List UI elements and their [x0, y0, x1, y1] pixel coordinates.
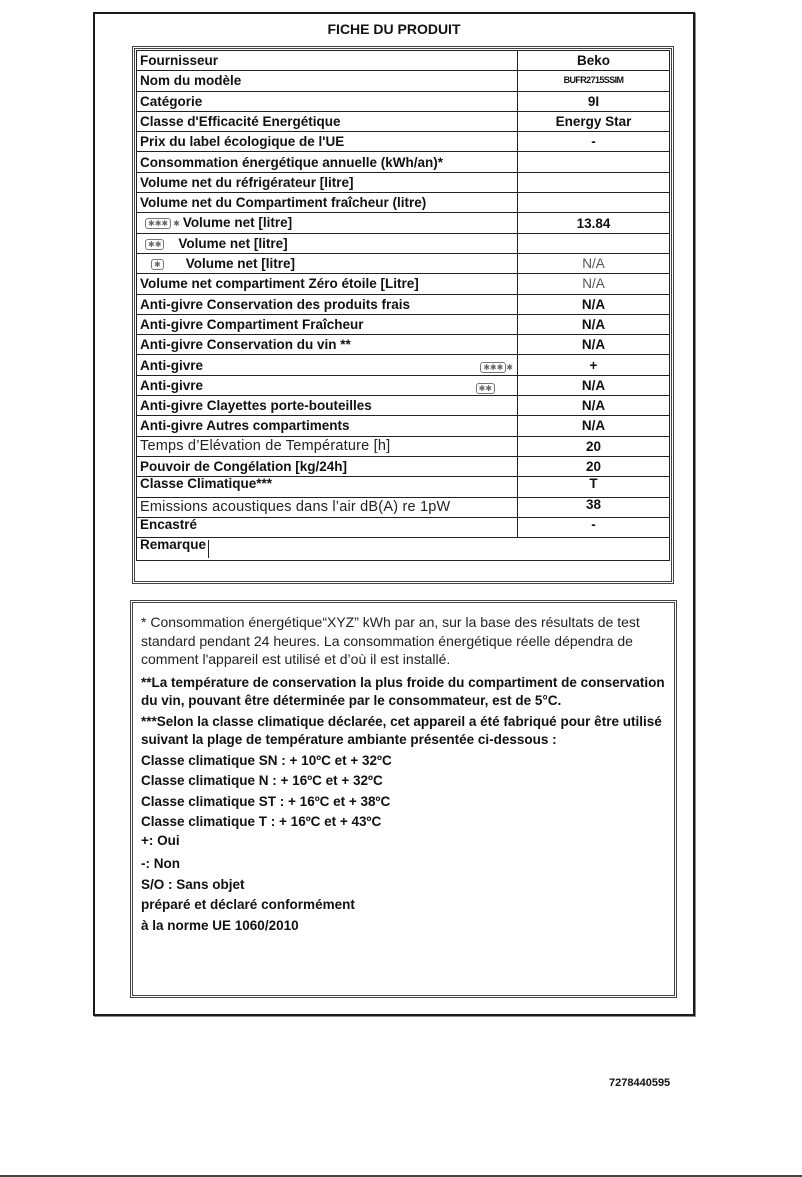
four-star-freezer-icon: ✱✱✱ [480, 362, 506, 373]
row-label-cell [137, 213, 518, 233]
two-star-freezer-icon: ✱✱ [145, 239, 164, 250]
table-row [137, 456, 670, 476]
row-value: 20 [518, 456, 670, 476]
note-line: S/O : Sans objet [141, 876, 245, 892]
spec-table [136, 50, 670, 561]
row-label: Classe Climatique*** [137, 477, 518, 497]
row-value: N/A [518, 274, 670, 294]
table-row [137, 396, 670, 416]
row-label-cell [137, 355, 518, 375]
row-label: Encastré [137, 517, 518, 537]
product-code: 7278440595 [609, 1077, 671, 1089]
product-sheet [93, 12, 695, 1016]
row-label: Volume net [litre] [182, 215, 293, 231]
table-row [137, 436, 670, 456]
note-line: Classe climatique N : + 16ºC et + 32ºC [141, 773, 383, 788]
note-line: Classe climatique T : + 16ºC et + 43ºC [141, 814, 382, 829]
row-label: Volume net du Compartiment fraîcheur (litre) [137, 193, 518, 213]
table-row [137, 111, 670, 131]
table-row [137, 132, 670, 152]
note-line: -: Non [141, 856, 180, 871]
table-row [137, 172, 670, 192]
note-line: à la norme UE 1060/2010 [141, 917, 299, 933]
table-row [137, 51, 670, 71]
divider [208, 540, 209, 558]
row-label: Catégorie [137, 91, 518, 111]
table-row [137, 416, 670, 436]
row-label: Consommation énergétique annuelle (kWh/an)* [137, 152, 518, 172]
row-value [518, 193, 670, 213]
four-star-freezer-icon: ✱✱✱ [145, 218, 171, 229]
table-row [137, 517, 670, 537]
note-line: Classe climatique SN : + 10ºC et + 32ºC [141, 752, 392, 768]
row-value: 13.84 [518, 213, 670, 233]
row-value: 20 [518, 436, 670, 456]
row-label: Volume net compartiment Zéro étoile [Litre] [137, 274, 518, 294]
table-row [137, 538, 670, 561]
row-label: Anti-givre Conservation du vin ** [137, 335, 518, 355]
row-value: N/A [518, 314, 670, 334]
row-value: N/A [518, 253, 670, 273]
row-label: Volume net [litre] [178, 235, 288, 251]
row-value: - [518, 517, 670, 537]
note-climate-intro: ***Selon la classe climatique déclarée, cet appareil a été fabriqué pour être utilisé suivant la plage de température ambiante présentée ci-dessous : [141, 713, 662, 747]
row-value [518, 233, 670, 253]
row-label: Remarque [140, 537, 207, 553]
row-label: Anti-givre Clayettes porte-bouteilles [137, 396, 518, 416]
row-value: Energy Star [518, 111, 670, 131]
row-value: - [518, 132, 670, 152]
row-label: Anti-givre [140, 357, 204, 373]
table-row [137, 213, 670, 233]
row-label: Temps d’Elévation de Température [h] [137, 436, 518, 456]
row-label-cell [137, 375, 518, 395]
notes-box [130, 600, 677, 998]
table-row [137, 71, 670, 91]
note-line: Classe climatique ST : + 16ºC et + 38ºC [141, 793, 391, 809]
table-row [137, 152, 670, 172]
remark-cell [137, 538, 670, 561]
note-energy: * Consommation énergétique“XYZ” kWh par an, sur la base des résultats de test standard pendant 24 heures. La consommation énergétique réelle dépendra de comment l'appareil est utilisé et d’où il est installé. [141, 614, 640, 667]
row-value: Beko [518, 51, 670, 71]
table-row [137, 335, 670, 355]
row-value: + [518, 355, 670, 375]
row-value: N/A [518, 294, 670, 314]
row-label: Anti-givre [140, 377, 204, 393]
row-value [518, 152, 670, 172]
row-label: Volume net [litre] [185, 256, 295, 272]
table-row [137, 233, 670, 253]
note-wine: **La température de conservation la plus froide du compartiment de conservation du vin, pouvant être déterminée par le consommateur, est de 5°C. [141, 674, 665, 708]
row-value: BUFR2715SSIM [518, 71, 670, 91]
page-title: FICHE DU PRODUIT [327, 21, 461, 37]
row-label-cell [137, 253, 518, 273]
table-row [137, 91, 670, 111]
row-value: 38 [518, 497, 670, 517]
star-extra-icon: ✱ [506, 363, 513, 373]
table-row [137, 294, 670, 314]
row-value: N/A [518, 335, 670, 355]
table-row [137, 314, 670, 334]
row-label: Volume net du réfrigérateur [litre] [137, 172, 518, 192]
star-extra-icon: ✱ [173, 218, 180, 228]
note-line: +: Oui [141, 833, 180, 848]
row-value: N/A [518, 375, 670, 395]
row-label: Prix du label écologique de l'UE [137, 132, 518, 152]
table-row [137, 253, 670, 273]
table-row [137, 355, 670, 375]
row-label: Anti-givre Autres compartiments [137, 416, 518, 436]
row-value: 9I [518, 91, 670, 111]
row-label-cell [137, 233, 518, 253]
table-row [137, 477, 670, 497]
row-value [518, 172, 670, 192]
spec-table-frame [132, 46, 674, 584]
table-row [137, 375, 670, 395]
row-label: Emissions acoustiques dans l’air dB(A) re 1pW [137, 497, 518, 517]
row-label: Pouvoir de Congélation [kg/24h] [137, 456, 518, 476]
row-label: Fournisseur [137, 51, 518, 71]
row-value: N/A [518, 416, 670, 436]
row-label: Anti-givre Conservation des produits frais [137, 294, 518, 314]
table-row [137, 274, 670, 294]
two-star-freezer-icon: ✱✱ [476, 383, 495, 394]
icon-holder [480, 358, 513, 376]
row-label: Anti-givre Compartiment Fraîcheur [137, 314, 518, 334]
row-value: T [518, 477, 670, 497]
one-star-freezer-icon: ✱ [151, 259, 164, 270]
row-label: Classe d'Efficacité Energétique [137, 111, 518, 131]
row-label: Nom du modèle [137, 71, 518, 91]
row-value: N/A [518, 396, 670, 416]
table-row [137, 497, 670, 517]
icon-holder [476, 379, 495, 396]
note-line: préparé et déclaré conformément [141, 897, 355, 912]
table-row [137, 193, 670, 213]
